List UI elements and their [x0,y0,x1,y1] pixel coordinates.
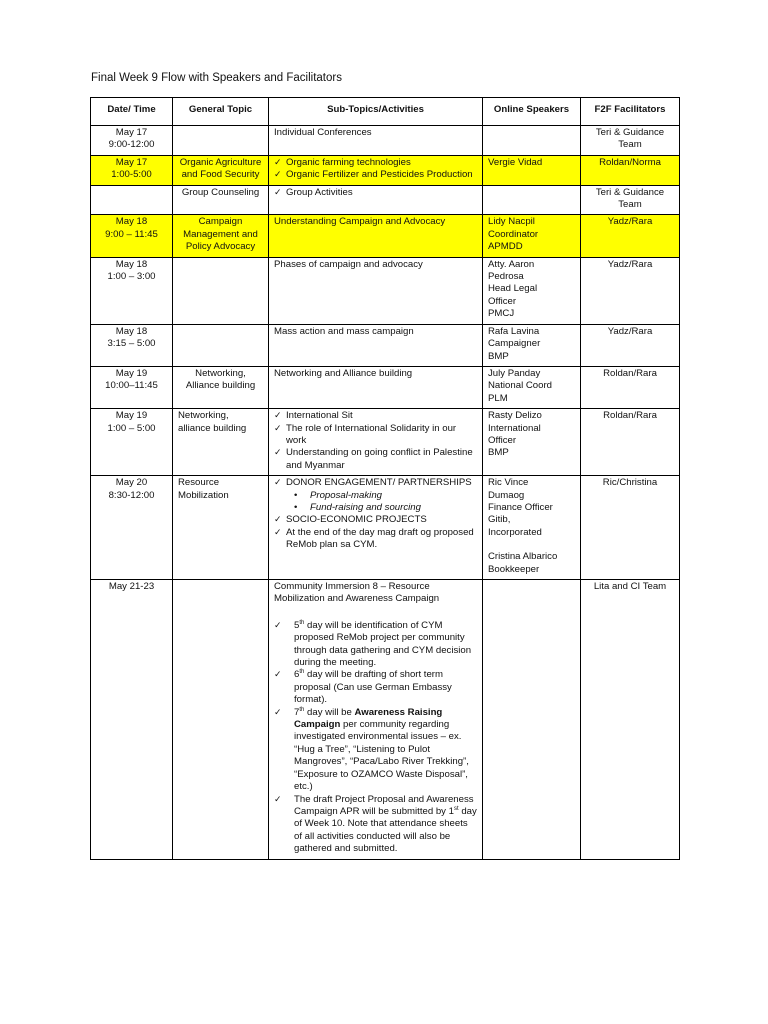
list-item: ✓ Organic Fertilizer and Pesticides Production [274,169,477,181]
list-item: ✓ International Sit [274,410,477,422]
speaker-cell [483,185,581,215]
speaker-cell: Atty. Aaron Pedrosa Head Legal Officer PMCJ [483,257,581,324]
date-cell: May 18 1:00 – 3:00 [91,257,173,324]
table-row [91,257,680,324]
activity-cell [269,185,483,215]
list-item: ✓ 7th day will be Awareness Raising Campaign per community regarding investigated environmental issues – ex. “Hug a Tree”, “Listening to Pulot Mangroves”, “Paca/Labo River Trekking”, “Exposure to OZAMCO Waste Disposal”, etc.) [274,707,477,794]
date-cell: May 18 9:00 – 11:45 [91,215,173,257]
list-item: ✓ The draft Project Proposal and Awareness Campaign APR will be submitted by 1st day of Week 10. Note that attendance sheets of all activities conducted will also be gathered and submitted. [274,794,477,856]
list-item: ✓ At the end of the day mag draft og proposed ReMob plan sa CYM. [274,527,477,552]
table-row [91,409,680,476]
table-row [91,215,680,257]
facilitator-cell: Lita and CI Team [581,580,680,860]
table-row [91,185,680,215]
table-row [91,580,680,860]
date-cell: May 21-23 [91,580,173,860]
table-row [91,324,680,366]
activity-cell: Individual Conferences [269,126,483,156]
header-sub-topics: Sub-Topics/Activities [269,98,483,126]
activity-cell [269,409,483,476]
activity-cell: Understanding Campaign and Advocacy [269,215,483,257]
date-cell: May 18 3:15 – 5:00 [91,324,173,366]
facilitator-cell: Teri & Guidance Team [581,185,680,215]
activity-cell: Community Immersion 8 – Resource Mobilization and Awareness Campaign ✓ 5th day will be identification of CYM proposed ReMob project per community through data gathering and CYM decision during the meeting. ✓ 6th day will be drafting of short term proposal (Can use German Embassy format). ✓ 7th day will be Awareness Raising Campaign per community regarding investigated environmental issues – ex. “Hug a Tree”, “Listening to Pulot Mangroves”, “Paca/Labo River Trekking”, “Exposure to OZAMCO Waste Disposal”, etc.) ✓ The draft Project Proposal and Awareness Campaign APR will be submitted by 1st day of Week 10. Note that attendance sheets of all activities conducted will also be gathered and submitted. [269,580,483,860]
page-title: Final Week 9 Flow with Speakers and Facilitators [91,72,342,84]
topic-cell [173,126,269,156]
speaker-cell [483,126,581,156]
facilitator-cell: Roldan/Norma [581,155,680,185]
date-cell: May 19 10:00–11:45 [91,366,173,408]
date-cell: May 17 9:00-12:00 [91,126,173,156]
topic-cell: Organic Agriculture and Food Security [173,155,269,185]
topic-cell: Group Counseling [173,185,269,215]
facilitator-cell: Yadz/Rara [581,257,680,324]
date-cell [91,185,173,215]
speaker-cell [483,580,581,860]
speaker-cell: Rasty Delizo International Officer BMP [483,409,581,476]
list-item: ✓ Group Activities [274,187,477,199]
date-cell: May 20 8:30-12:00 [91,476,173,580]
table-row [91,155,680,185]
topic-cell: Campaign Management and Policy Advocacy [173,215,269,257]
sub-list-item: • Proposal-making [294,490,477,502]
table-row [91,476,680,580]
header-row [91,98,680,126]
facilitator-cell: Yadz/Rara [581,324,680,366]
topic-cell [173,257,269,324]
facilitator-cell: Teri & Guidance Team [581,126,680,156]
speaker-cell: Ric Vince Dumaog Finance Officer Gitib, Incorporated Cristina Albarico Bookkeeper [483,476,581,580]
speaker-cell: Lidy Nacpil Coordinator APMDD [483,215,581,257]
list-item: ✓ Organic farming technologies [274,157,477,169]
date-cell: May 17 1:00-5:00 [91,155,173,185]
date-cell: May 19 1:00 – 5:00 [91,409,173,476]
header-f2f-facilitators: F2F Facilitators [581,98,680,126]
header-date-time: Date/ Time [91,98,173,126]
activity-cell [269,155,483,185]
list-item: ✓ Understanding on going conflict in Palestine and Myanmar [274,447,477,472]
table-row [91,366,680,408]
speaker-cell: July Panday National Coord PLM [483,366,581,408]
list-item: ✓ SOCIO-ECONOMIC PROJECTS [274,514,477,526]
activity-cell: Phases of campaign and advocacy [269,257,483,324]
speaker-cell: Rafa Lavina Campaigner BMP [483,324,581,366]
facilitator-cell: Ric/Christina [581,476,680,580]
activity-cell: Networking and Alliance building [269,366,483,408]
topic-cell: Resource Mobilization [173,476,269,580]
topic-cell: Networking, alliance building [173,409,269,476]
list-item: ✓ The role of International Solidarity in our work [274,423,477,448]
header-online-speakers: Online Speakers [483,98,581,126]
activity-cell [269,476,483,580]
list-item: ✓ 6th day will be drafting of short term proposal (Can use German Embassy format). [274,669,477,706]
table-row [91,126,680,156]
list-item: ✓ DONOR ENGAGEMENT/ PARTNERSHIPS • Proposal-making • Fund-raising and sourcing [274,477,477,514]
topic-cell [173,580,269,860]
topic-cell [173,324,269,366]
schedule-table [90,97,680,860]
facilitator-cell: Roldan/Rara [581,366,680,408]
header-general-topic: General Topic [173,98,269,126]
sub-list-item: • Fund-raising and sourcing [294,502,477,514]
activity-cell: Mass action and mass campaign [269,324,483,366]
list-item: ✓ 5th day will be identification of CYM proposed ReMob project per community through data gathering and CYM decision during the meeting. [274,620,477,670]
facilitator-cell: Roldan/Rara [581,409,680,476]
speaker-cell: Vergie Vidad [483,155,581,185]
facilitator-cell: Yadz/Rara [581,215,680,257]
topic-cell: Networking, Alliance building [173,366,269,408]
